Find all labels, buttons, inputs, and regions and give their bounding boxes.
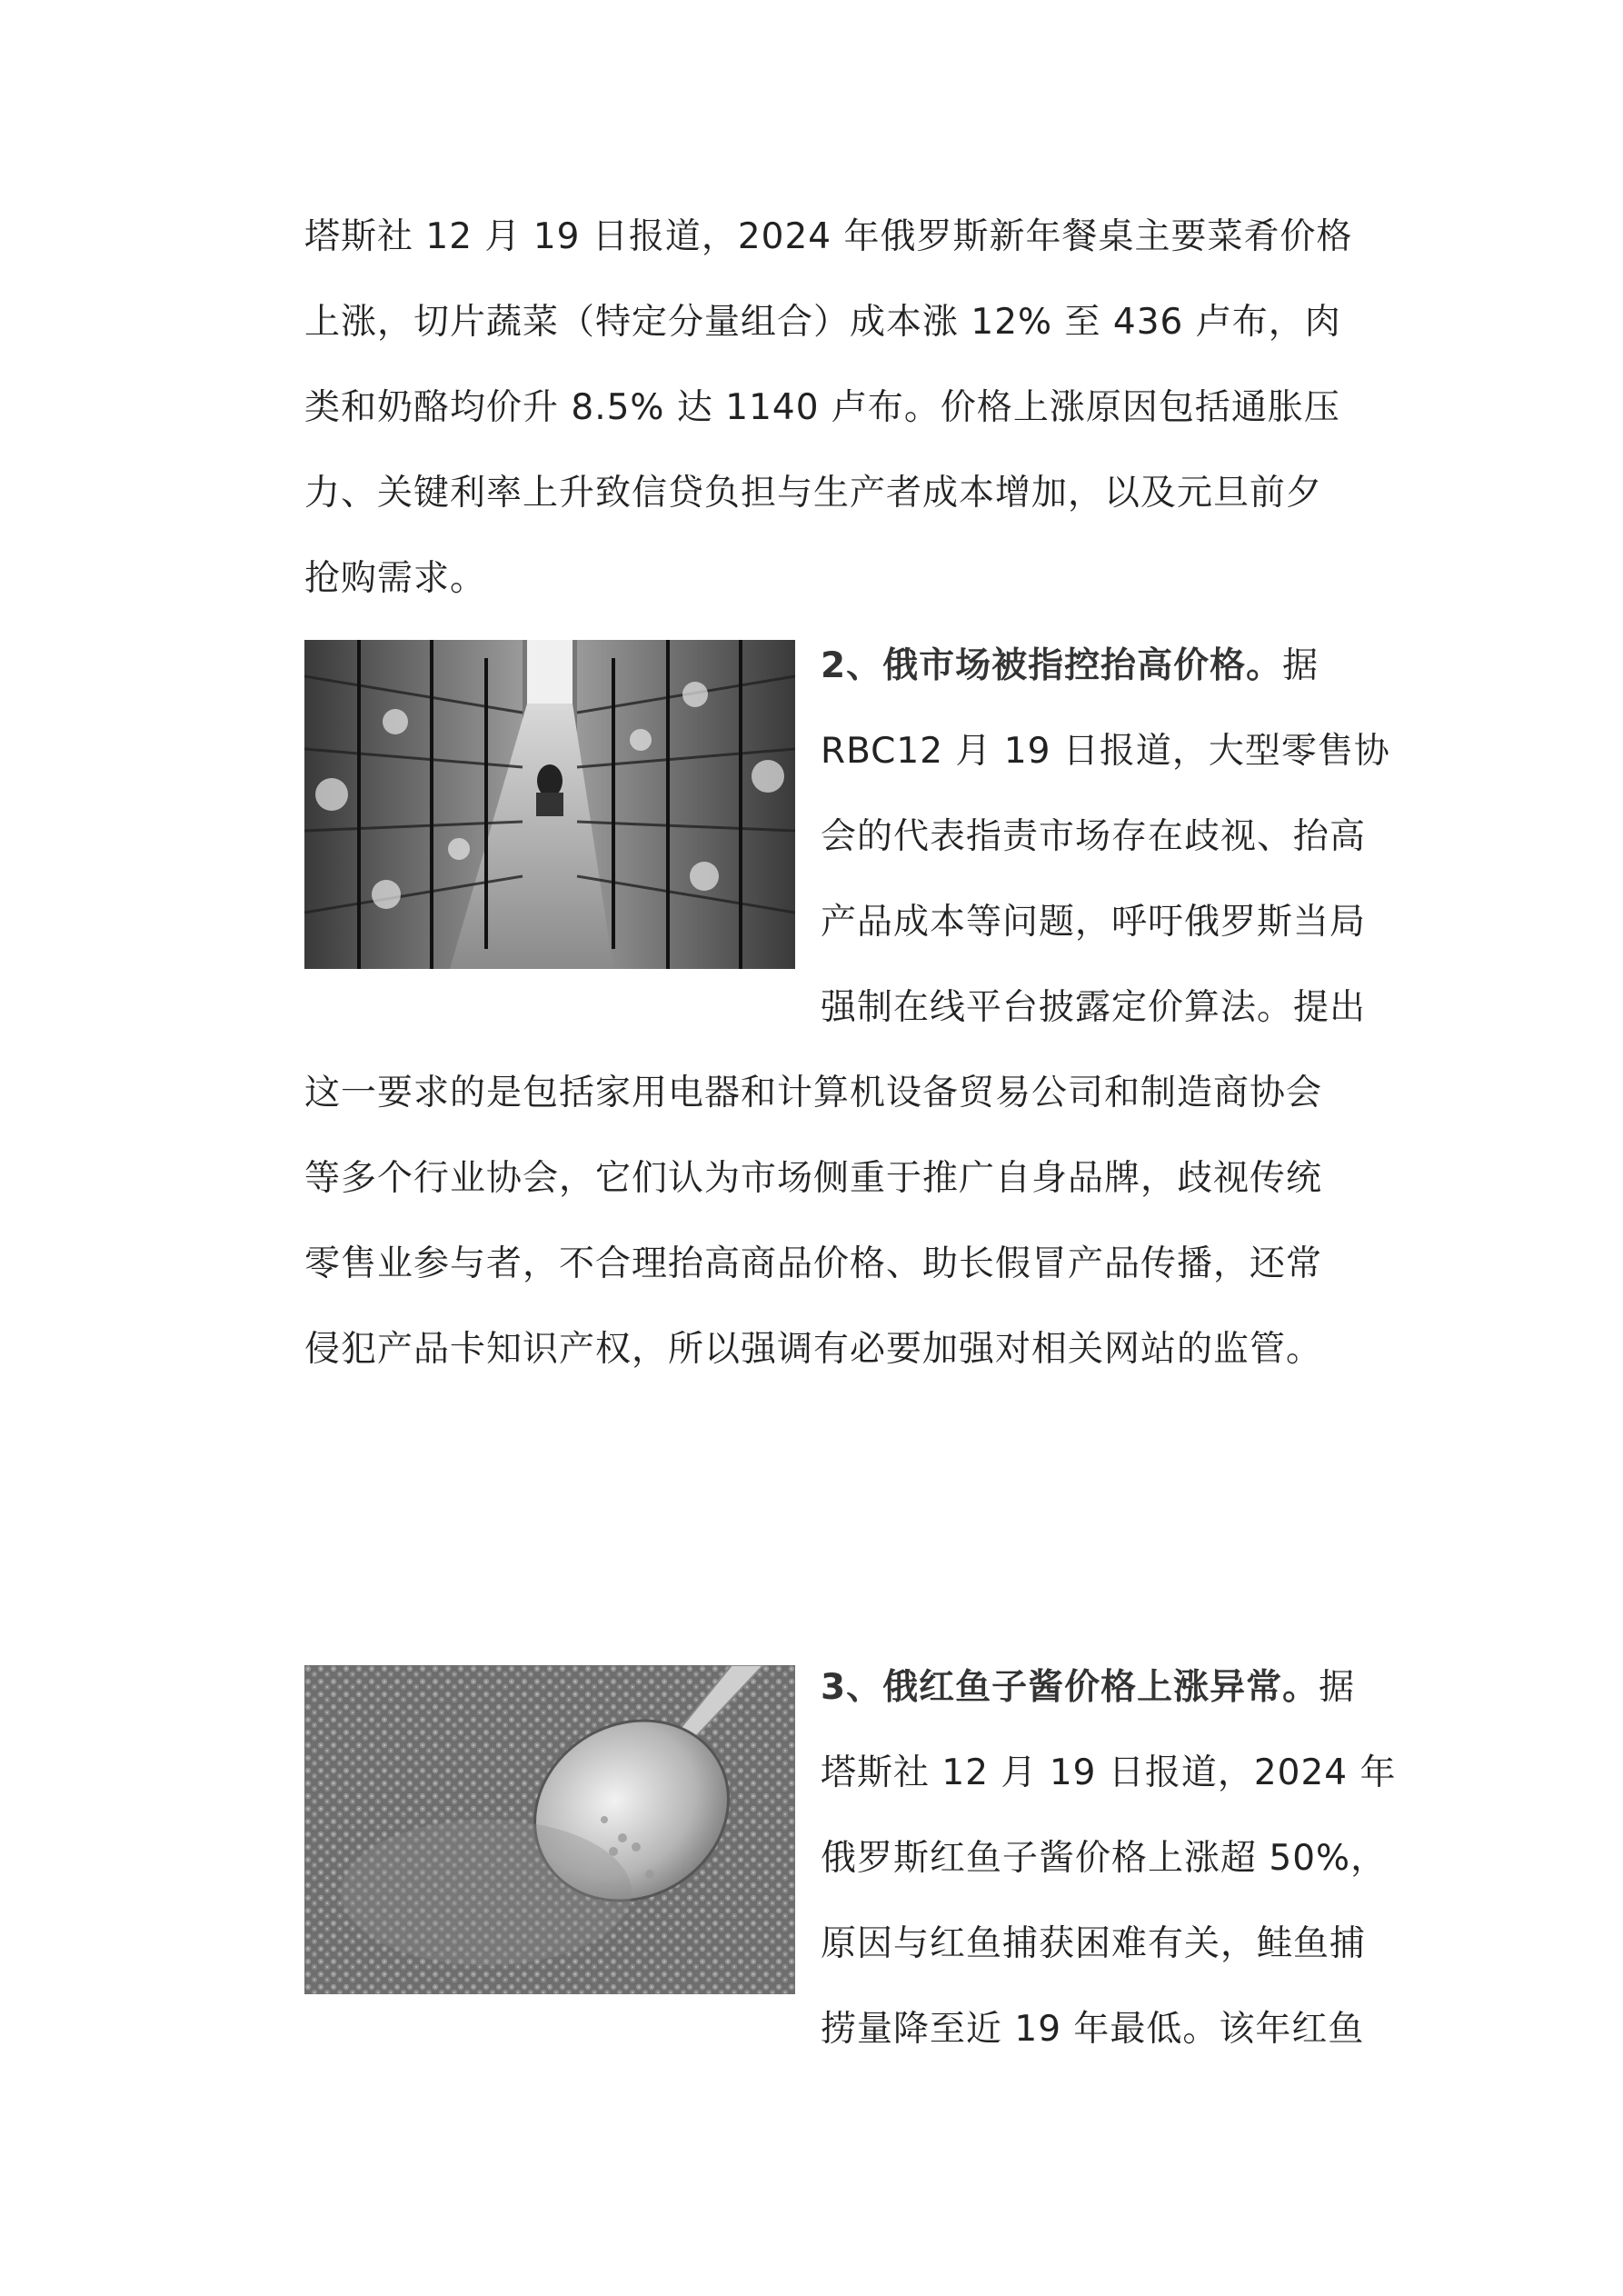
section-2-heading-line [821,624,1319,709]
s2-side-line-3: 产品成本等问题，呼吁俄罗斯当局 [821,902,1367,943]
s2-full-line-4: 侵犯产品卡知识产权，所以强调有必要加强对相关网站的监管。 [304,1329,1323,1370]
s3-side-line-3: 原因与红鱼捕获困难有关，鲑鱼捕 [821,1923,1367,1964]
s2-full-line-1: 这一要求的是包括家用电器和计算机设备贸易公司和制造商协会 [304,1073,1323,1113]
p1-line-1: 塔斯社 12 月 19 日报道，2024 年俄罗斯新年餐桌主要菜肴价格 [304,216,1353,257]
p1-line-5: 抢购需求。 [304,558,487,599]
section-3-heading-tail: 据 [1319,1667,1356,1708]
s2-side-line-4: 强制在线平台披露定价算法。提出 [821,987,1367,1028]
section-3-heading: 3、俄红鱼子酱价格上涨异常。 [821,1667,1319,1708]
s3-side-line-4: 捞量降至近 19 年最低。该年红鱼 [821,2009,1365,2050]
warehouse-aisle-photo [304,640,795,969]
p1-line-2: 上涨，切片蔬菜（特定分量组合）成本涨 12% 至 436 卢布，肉 [304,302,1341,343]
section-3-heading-line [821,1645,1355,1731]
s2-full-line-2: 等多个行业协会，它们认为市场侧重于推广自身品牌，歧视传统 [304,1158,1323,1199]
s3-side-line-2: 俄罗斯红鱼子酱价格上涨超 50%， [821,1838,1388,1879]
s3-side-line-1: 塔斯社 12 月 19 日报道，2024 年 [821,1752,1397,1793]
s2-full-line-3: 零售业参与者，不合理抬高商品价格、助长假冒产品传播，还常 [304,1243,1323,1284]
s2-side-line-1: RBC12 月 19 日报道，大型零售协 [821,731,1390,772]
section-2-heading: 2、俄市场被指控抬高价格。 [821,645,1283,686]
caviar-spoon-photo [304,1665,795,1994]
p1-line-4: 力、关键利率上升致信贷负担与生产者成本增加，以及元旦前夕 [304,473,1323,514]
p1-line-3: 类和奶酪均价升 8.5% 达 1140 卢布。价格上涨原因包括通胀压 [304,387,1340,428]
s2-side-line-2: 会的代表指责市场存在歧视、抬高 [821,816,1367,857]
section-2-heading-tail: 据 [1282,645,1319,686]
